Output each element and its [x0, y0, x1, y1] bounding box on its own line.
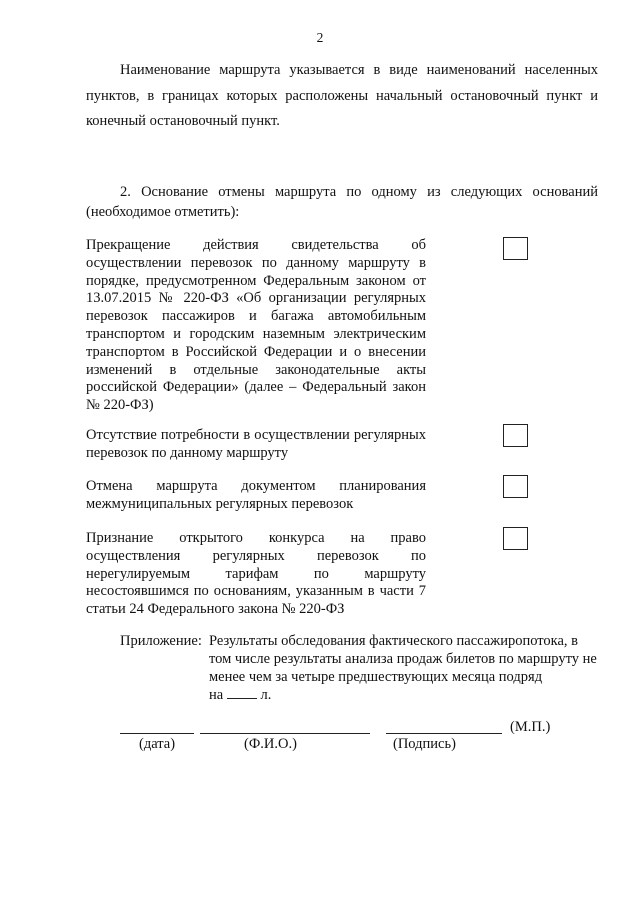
appendix-period-blank[interactable] [227, 686, 257, 699]
option-failed-tender: Признание открытого конкурса на право осуществления регулярных перевозок по нерегулируемым тарифам по маршруту несостоявшимся по основаниям, указанным в части 7 статьи 24 Федерального закона № 220-ФЗ [86, 530, 426, 618]
signature-line[interactable] [386, 733, 502, 734]
route-name-note: Наименование маршрута указывается в виде наименований населенных пунктов, в границах которых расположены начальный остановочный пункт и конечный остановочный пункт. [86, 62, 598, 129]
appendix-text [209, 632, 599, 704]
date-caption: (дата) [139, 736, 176, 752]
section-2-heading: 2. Основание отмены маршрута по одному из следующих оснований (необходимое отметить): [86, 184, 598, 220]
name-caption: (Ф.И.О.) [244, 736, 297, 752]
checkbox-planning-document[interactable] [503, 475, 528, 498]
appendix-period-suffix: л. [260, 687, 272, 703]
stamp-place-label: (М.П.) [510, 719, 551, 735]
checkbox-certificate-termination[interactable] [503, 237, 528, 260]
appendix-period-prefix: на [209, 687, 224, 703]
page-number: 2 [316, 30, 324, 45]
option-certificate-termination: Прекращение действия свидетельства об осуществлении перевозок по данному маршруту в порядке, предусмотренном Федеральным законом от 13.07.2015 № 220-ФЗ «Об организации регулярных перевозок пассажиров и багажа автомобильным транспортом и городским наземным электрическим транспортом в Российской Федерации и о внесении изменений в отдельные законодательные акты российской Федерации» (далее – Федеральный закон № 220-ФЗ) [86, 237, 426, 414]
checkbox-failed-tender[interactable] [503, 527, 528, 550]
option-planning-document: Отмена маршрута документом планирования межмуниципальных регулярных перевозок [86, 478, 426, 512]
name-line[interactable] [200, 733, 370, 734]
signature-caption: (Подпись) [393, 736, 456, 752]
date-line[interactable] [120, 733, 194, 734]
option-no-need: Отсутствие потребности в осуществлении регулярных перевозок по данному маршруту [86, 427, 426, 461]
appendix-description: Результаты обследования фактического пассажиропотока, в том числе результаты анализа продаж билетов по маршруту не менее чем за четыре предшествующих месяца подряд [209, 633, 597, 685]
appendix-label: Приложение: [120, 633, 202, 649]
checkbox-no-need[interactable] [503, 424, 528, 447]
